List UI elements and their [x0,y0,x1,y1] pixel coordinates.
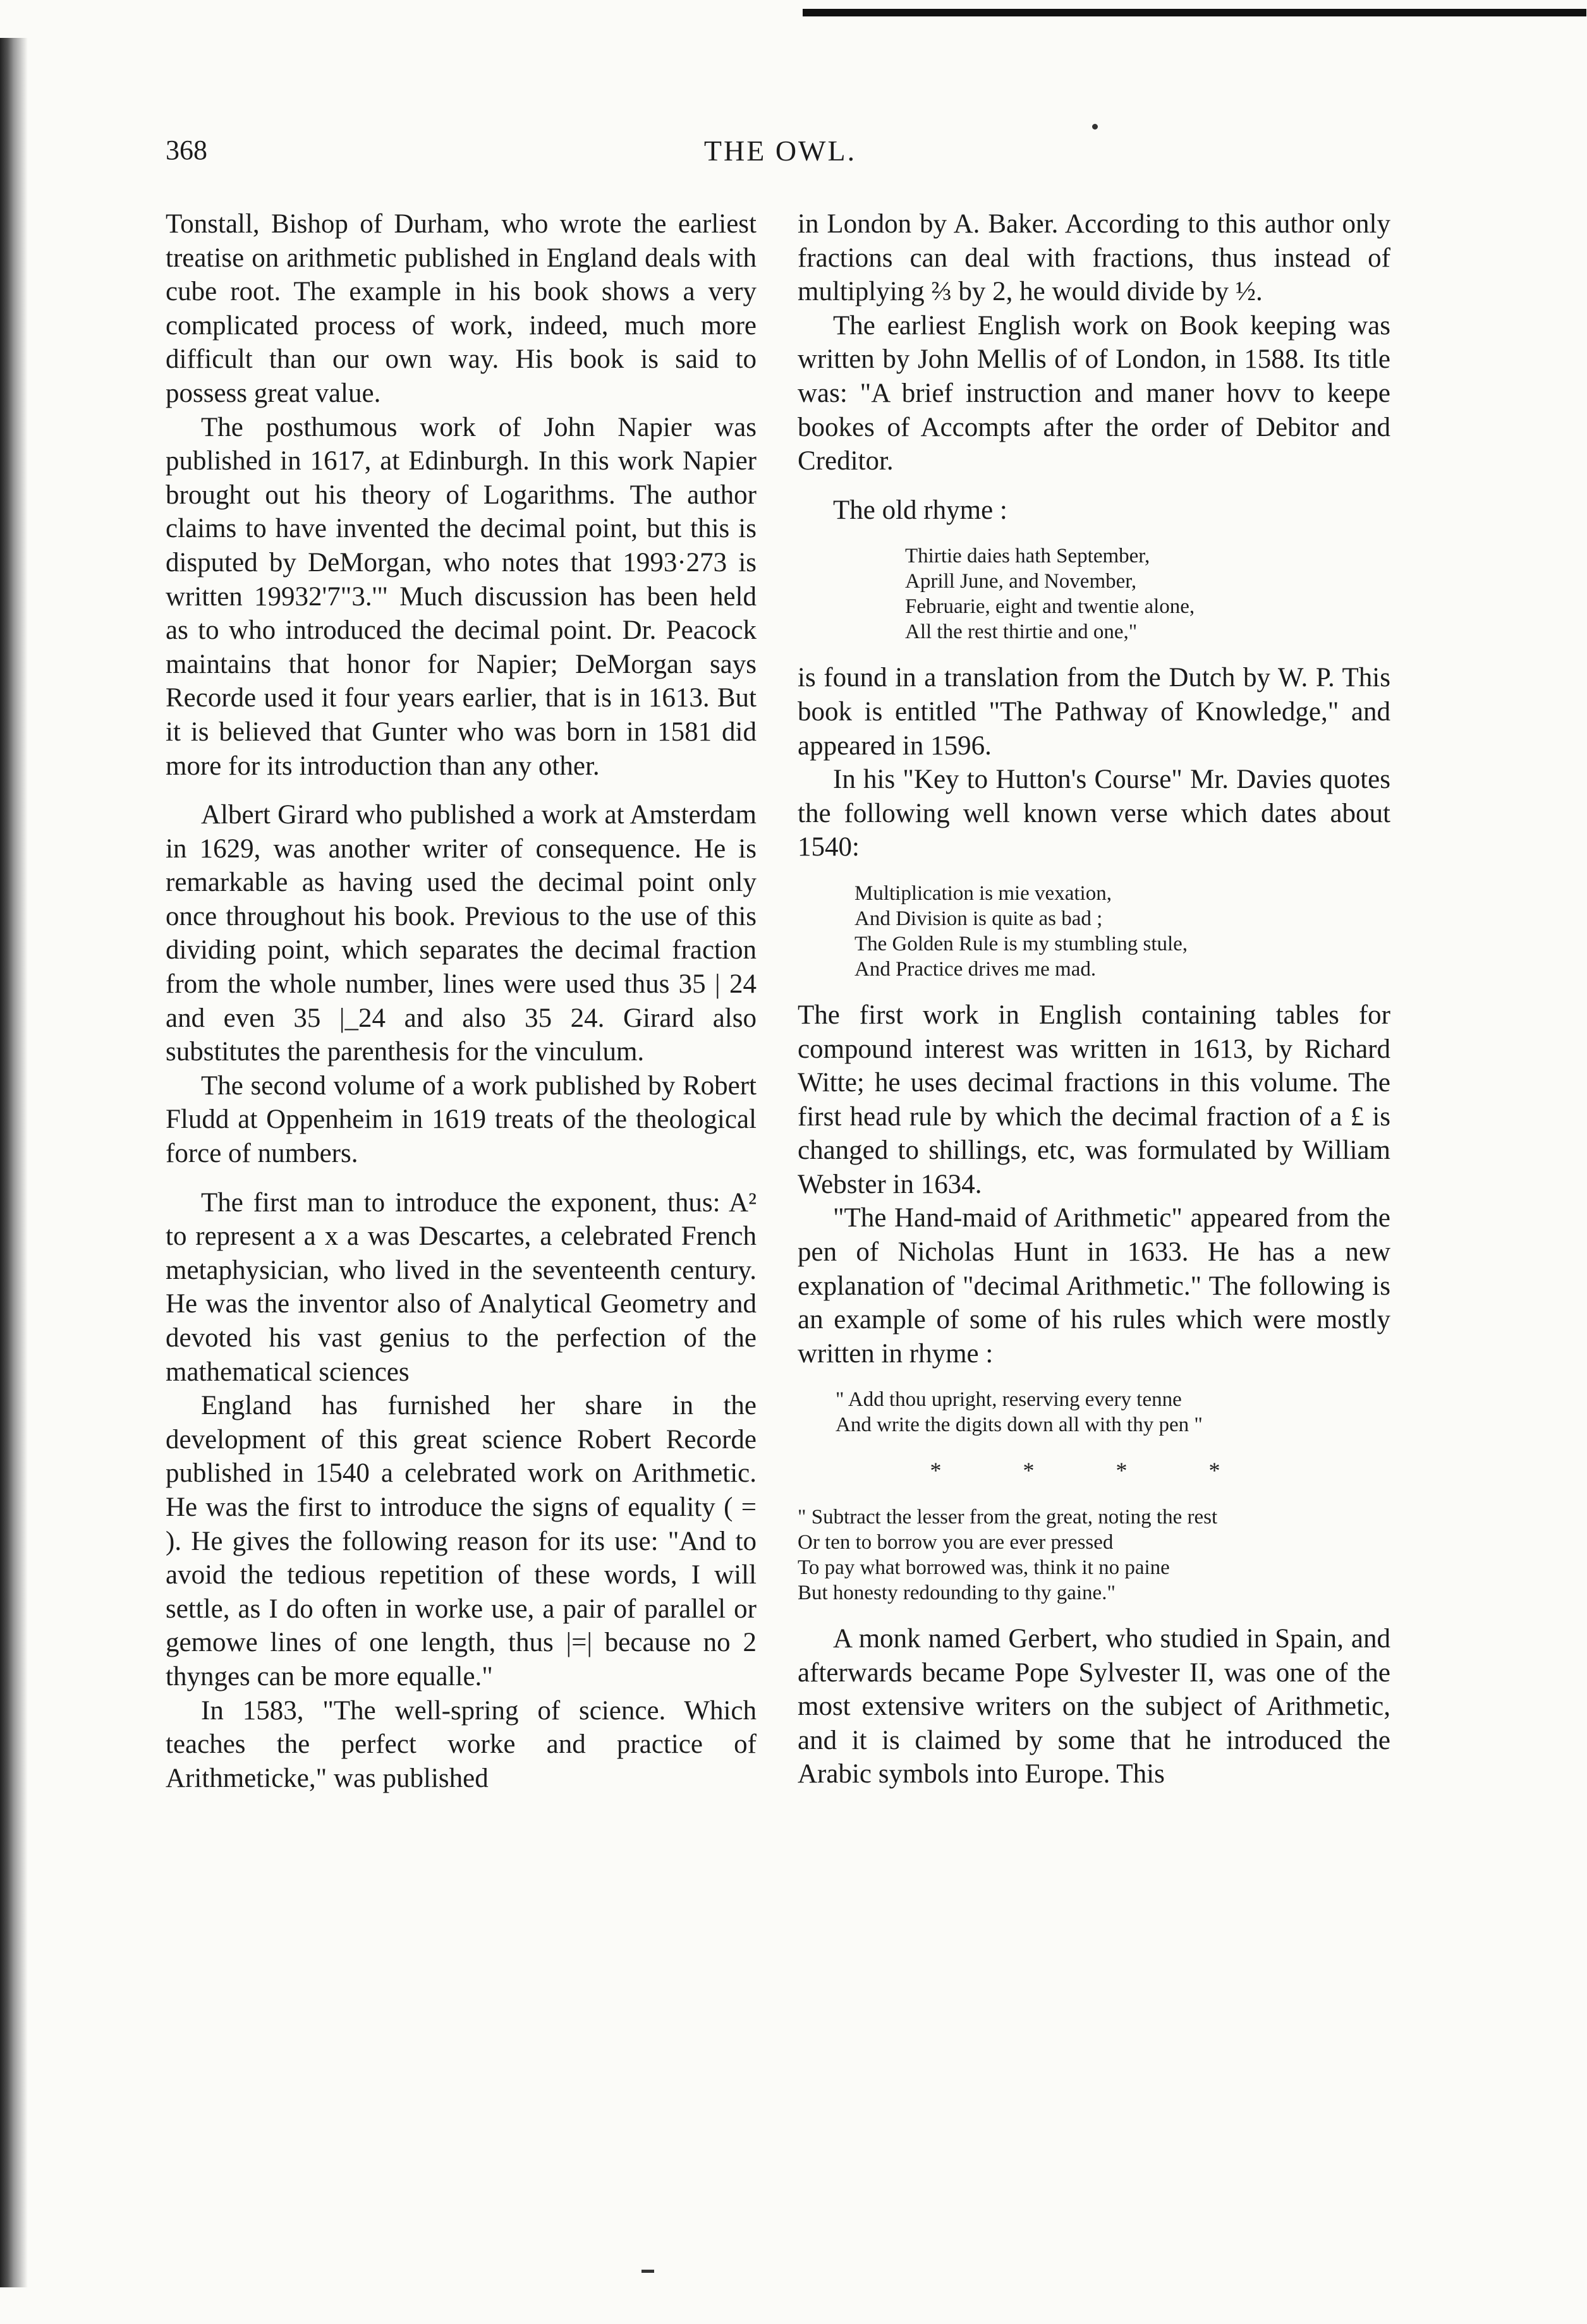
verse-thirtie-daies [798,543,1390,645]
paragraph-dutch-translation: is found in a translation from the Dutch by W. P. This book is entitled "The Pathway of Knowledge," and appeared in 1596. [798,663,1390,761]
verse-line: Thirtie daies hath September, [905,545,1150,568]
paragraph-witte: The first work in English containing tables for compound interest was written in 1613, by Richard Witte; he uses decimal fractions in this volume. The first head rule by which the decimal fraction of a £ is changed to shillings, etc, was formulated by William Webster in 1634. [798,1000,1390,1199]
verse-add-thou-upright [798,1387,1390,1437]
paragraph-tonstall: Tonstall, Bishop of Durham, who wrote the earliest treatise on arithmetic published in England deals with cube root. The example in his book shows a very complicated process of work, indeed, much more difficult than our own way. His book is said to possess great value. [166,209,757,408]
verse-multiplication [798,881,1390,982]
page-header [166,134,1395,185]
paragraph-recorde: England has furnished her share in the development of this great science Robert Recorde published in 1540 a celebrated work on Arithmetic. He was the first to introduce the signs of equality ( = ). He gives the following reason for its use: "And to avoid the tedious repetition of these words, I will settle, as I do often in worke use, a pair of parallel or gemowe lines of one length, thus |=| because no 2 thynges can be more equalle." [166,1391,757,1692]
running-title: THE OWL. [703,135,857,167]
verse-line: All the rest thirtie and one," [905,620,1138,644]
paragraph-baker: in London by A. Baker. According to this author only fractions can deal with fractions, thus instead of multiplying ⅔ by 2, he would divide by ½. [798,209,1390,307]
verse-line: Februarie, eight and twentie alone, [905,595,1195,619]
top-rule [803,9,1586,16]
paragraph-napier: The posthumous work of John Napier was published in 1617, at Edinburgh. In this work Napier brought out his theory of Logarithms. The author claims to have invented the decimal point, but this is disputed by DeMorgan, who notes that 1993·273 is written 19932'7"3.'" Much discussion has been held as to who introduced the decimal point. Dr. Peacock maintains that honor for Napier; DeMorgan says Recorde used it four years earlier, that is in 1613. But it is believed that Gunter who was born in 1581 did more for its introduction than any other. [166,412,757,781]
section-stars: * * * * [930,1458,1258,1484]
right-column [798,207,1390,1791]
paragraph-book-keeping: The earliest English work on Book keeping was written by John Mellis of of London, in 1588. Its title was: "A brief instruction and maner hovv to keepe bookes of Accompts after the order of Debitor and Creditor. [798,310,1390,476]
paragraph-girard: Albert Girard who published a work at Amsterdam in 1629, was another writer of consequence. He is remarkable as having used the decimal point only once throughout his book. Previous to the use of this dividing point, which separates the decimal fraction from the whole number, lines were used thus 35 | 24 and even 35 |_24 and also 35 24. Girard also substitutes the parenthesis for the vinculum. [166,800,757,1067]
verse-line: " Subtract the lesser from the great, noting the rest [798,1506,1218,1529]
paragraph-well-spring: In 1583, "The well-spring of science. Which teaches the perfect worke and practice of Arithmeticke," was published [166,1695,757,1793]
verse-line: And Division is quite as bad ; [854,907,1103,930]
paragraph-descartes: The first man to introduce the exponent, thus: A² to represent a x a was Descartes, a celebrated French metaphysician, who lived in the seventeenth century. He was the inventor also of Analytical Geometry and devoted his vast genius to the perfection of the mathematical sciences [166,1187,757,1387]
scan-binding-edge [0,38,28,2287]
verse-line: To pay what borrowed was, think it no paine [798,1556,1170,1580]
verse-line: Aprill June, and November, [905,570,1137,593]
verse-line: And write the digits down all with thy pen " [836,1413,1203,1437]
verse-line: And Practice drives me mad. [854,957,1097,981]
verse-subtract [798,1504,1390,1606]
verse-line: The Golden Rule is my stumbling stule, [854,932,1188,955]
ink-speck [1092,124,1098,130]
paragraph-old-rhyme-intro: The old rhyme : [833,495,1007,525]
paragraph-hand-maid: "The Hand-maid of Arithmetic" appeared from the pen of Nicholas Hunt in 1633. He has a new explanation of "decimal Arithmetic." The following is an example of some of his rules which were mostly written in rhyme : [798,1203,1390,1369]
page-number: 368 [166,135,207,166]
verse-line: Or ten to borrow you are ever pressed [798,1531,1114,1554]
paragraph-hutton: In his "Key to Hutton's Course" Mr. Davies quotes the following well known verse which dates about 1540: [798,765,1390,862]
left-column [166,207,757,1795]
verse-line: " Add thou upright, reserving every tenne [836,1388,1182,1412]
verse-line: But honesty redounding to thy gaine." [798,1582,1116,1605]
paragraph-gerbert: A monk named Gerbert, who studied in Spain, and afterwards became Pope Sylvester II, was one of the most extensive writers on the subject of Arithmetic, and it is claimed by some that he introduced the Arabic symbols into Europe. This [798,1624,1390,1789]
footer-mark [641,2270,654,2273]
paragraph-fludd: The second volume of a work published by Robert Fludd at Oppenheim in 1619 treats of the theological force of numbers. [166,1070,757,1169]
verse-line: Multiplication is mie vexation, [854,881,1112,905]
